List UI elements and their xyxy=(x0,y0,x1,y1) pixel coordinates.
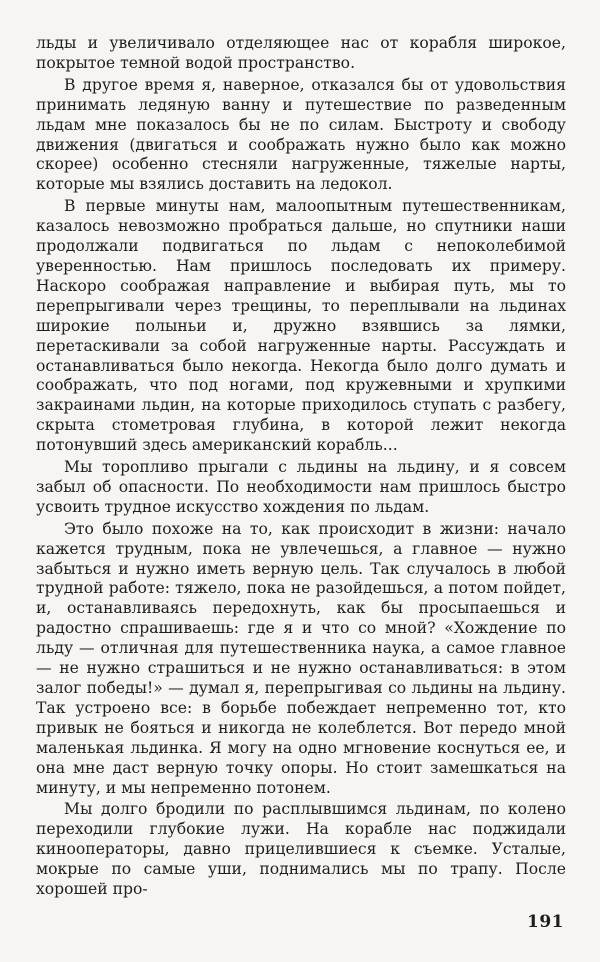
paragraph-5: Это было похоже на то, как происходит в жизни: начало кажется трудным, пока не увлечешься, а главное — нужно забыться и нужно иметь верную цель. Так случалось в любой трудной работе: тяжело, пока не разойдешься, а потом пойдет, и, останавливаясь передохнуть, как бы просыпаешься и радостно спрашиваешь: где я и что со мной? «Хождение по льду — отличная для путешественника наука, а самое главное — не нужно страшиться и не нужно останавливаться: в этом залог победы!» — думал я, перепрыгивая со льдины на льдину. Так устроено все: в борьбе побеждает непременно тот, кто привык не бояться и никогда не колеблется. Вот передо мной маленькая льдинка. Я могу на одно мгновение коснуться ее, и она мне даст верную точку опоры. Но стоит замешкаться на минуту, и мы непременно потонем. xyxy=(36,519,566,797)
paragraph-3: В первые минуты нам, малоопытным путешественникам, казалось невозможно пробраться дальше, но спутники наши продолжали подвигаться по льдам с непоколебимой уверенностью. Нам пришлось последовать их примеру. Наскоро соображая направление и выбирая путь, мы то перепрыгивали через трещины, то переплывали на льдинах широкие полыньи и, дружно взявшись за лямки, перетаскивали за собой нагруженные нарты. Рассуждать и останавливаться было некогда. Некогда было долго думать и соображать, что под ногами, под кружевными и хрупкими закраинами льдин, на которые приходилось ступать с разбегу, скрыта стометровая глубина, в которой лежит некогда потонувший здесь американский корабль... xyxy=(36,197,566,455)
paragraph-6: Мы долго бродили по расплывшимся льдинам, по колено переходили глубокие лужи. На корабле нас поджидали кинооператоры, давно прицелившиеся к съемке. Усталые, мокрые по самые уши, поднимались мы по трапу. После хорошей про- xyxy=(36,800,566,899)
page-number: 191 xyxy=(527,912,564,932)
paragraph-1: льды и увеличивало отделяющее нас от корабля широкое, покрытое темной водой пространство. xyxy=(36,34,566,72)
body-text xyxy=(36,34,566,900)
paragraph-4: Мы торопливо прыгали с льдины на льдину, и я совсем забыл об опасности. По необходимости нам пришлось быстро усвоить трудное искусство хождения по льдам. xyxy=(36,458,566,516)
paragraph-2: В другое время я, наверное, отказался бы от удовольствия принимать ледяную ванну и путешествие по разведенным льдам мне показалось бы не по силам. Быстроту и свободу движения (двигаться и соображать нужно было как можно скорее) особенно стесняли нагруженные, тяжелые нарты, которые мы взялись доставить на ледокол. xyxy=(36,75,566,194)
